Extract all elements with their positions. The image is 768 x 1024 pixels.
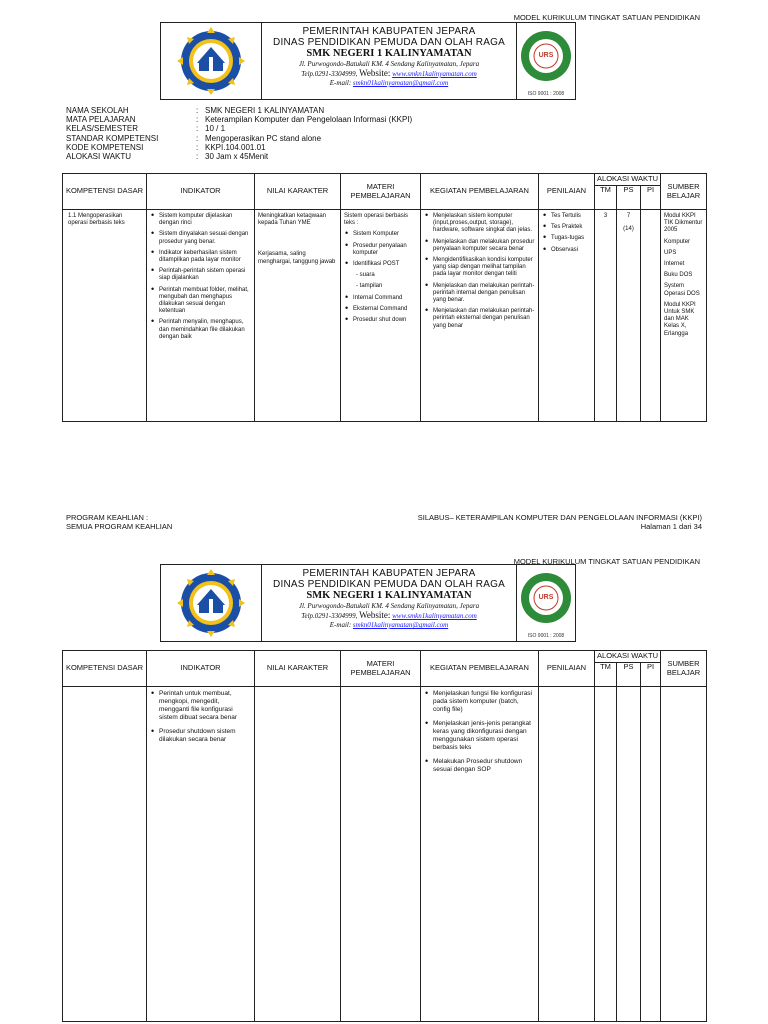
list-item: • Perintah membuat folder, melihat, mengubah dan menghapus dilakukan sesuai dengan ketentuan <box>159 287 251 316</box>
table-row <box>63 210 707 422</box>
list-item: • Perintah untuk membuat, mengkopi, mengedit, mengganti file konfigurasi sistem dibuat secara benar <box>159 690 251 722</box>
info-value: Keterampilan Komputer dan Pengelolaan Informasi (KKPI) <box>205 115 413 125</box>
iso-certificate <box>516 565 575 641</box>
list-item: • Observasi <box>551 247 591 254</box>
program-label: PROGRAM KEAHLIAN : <box>66 513 149 522</box>
letterhead <box>160 22 576 100</box>
school-address: Jl. Purwogondo-Batukali KM. 4 Sendang Kalinyamatan, Jepara <box>298 60 480 68</box>
list-item: • Tes Tertulis <box>551 213 591 220</box>
sumber-item: System Operasi DOS <box>664 283 700 297</box>
col-sumber: SUMBER BELAJAR <box>661 651 707 687</box>
list-item: • Sistem dinyalakan sesuai dengan prosedur yang benar. <box>159 231 251 245</box>
school-name: SMK NEGERI 1 KALINYAMATAN <box>306 590 472 601</box>
ps-value-2: (14) <box>623 226 634 233</box>
info-value: Mengoperasikan PC stand alone <box>205 133 322 143</box>
program-footer <box>66 513 172 531</box>
info-key: KODE KOMPETENSI <box>66 142 144 152</box>
kd-text: 1.1 Mengoperasikan operasi berbasis teks <box>68 213 125 227</box>
syllabus-table <box>62 650 707 1022</box>
sumber-item: Modul KKPI TIK Dikmentur 2005 <box>664 213 703 234</box>
pi-value <box>641 210 661 422</box>
website-label: Website: <box>359 68 391 78</box>
info-value: 30 Jam x 45Menit <box>205 151 269 161</box>
col-materi: MATERI PEMBELAJARAN <box>341 651 421 687</box>
col-kd: KOMPETENSI DASAR <box>63 651 147 687</box>
col-materi: MATERI PEMBELAJARAN <box>341 174 421 210</box>
school-logo <box>161 565 262 641</box>
list-item: • Menjelaskan dan melakukan prosedur penyalaan komputer secara benar <box>433 239 535 253</box>
list-item: • Melakukan Prosedur shutdown sesuai dengan SOP <box>433 758 535 774</box>
list-item: • Sistem komputer dijelaskan dengan rinci <box>159 213 251 227</box>
website-label: Website: <box>359 610 391 620</box>
school-name: SMK NEGERI 1 KALINYAMATAN <box>306 48 472 59</box>
list-item: • Prosedur shutdown sistem dilakukan secara benar <box>159 728 251 744</box>
page-footer <box>418 513 702 531</box>
iso-certificate <box>516 23 575 99</box>
info-key: ALOKASI WAKTU <box>66 151 132 161</box>
list-item: • Menjelaskan dan melakukan perintah-perintah internal dengan penulisan yang benar. <box>433 283 535 305</box>
model-kurikulum-label: MODEL KURIKULUM TINGKAT SATUAN PENDIDIKAN <box>513 557 700 566</box>
info-key: KELAS/SEMESTER <box>66 124 139 134</box>
page-number: Halaman 1 dari 34 <box>640 522 702 531</box>
sumber-item: Modul KKPI Untuk SMK dan MAK Kelas X, Erlangga <box>664 301 696 337</box>
email-label: E-mail: <box>329 621 352 629</box>
list-item: • Prosedur penyalaan komputer <box>353 243 417 257</box>
col-pi: PI <box>641 186 661 210</box>
col-indikator: INDIKATOR <box>147 651 255 687</box>
col-ps: PS <box>617 186 641 210</box>
info-value: SMK NEGERI 1 KALINYAMATAN <box>205 106 325 115</box>
email-label: E-mail: <box>329 79 352 87</box>
list-item: • Mengidentifikasikan kondisi komputer yang siap dengan melihat tampilan pada layar monitor dengan teliti <box>433 257 535 279</box>
info-key: NAMA SEKOLAH <box>66 106 129 115</box>
iso-label: ISO 9001 : 2008 <box>527 91 565 97</box>
list-item: • Perintah-perintah sistem operasi siap dijalankan <box>159 268 251 282</box>
cert-text: URS <box>538 594 554 601</box>
list-item: • Menjelaskan dan melakukan perintah-perintah eksternal dengan penulisan yang benar <box>433 308 535 330</box>
col-indikator: INDIKATOR <box>147 174 255 210</box>
col-alokasi: ALOKASI WAKTU <box>595 651 661 663</box>
info-value: 10 / 1 <box>205 124 226 134</box>
website-link[interactable]: www.smkn1kalinyamatan.com <box>392 612 477 620</box>
list-item: • Sistem Komputer <box>353 231 417 238</box>
materi-sub: - tampilan <box>356 283 383 290</box>
header-line2: DINAS PENDIDIKAN PEMUDA DAN OLAH RAGA <box>273 37 505 48</box>
list-item: • Perintah menyalin, menghapus, dan memindahkan file dilakukan dengan baik <box>159 319 251 341</box>
col-penilaian: PENILAIAN <box>539 174 595 210</box>
website-link[interactable]: www.smkn1kalinyamatan.com <box>392 70 477 78</box>
list-item: • Identifikasi POST <box>353 261 417 268</box>
list-item: • Tes Praktek <box>551 224 591 231</box>
col-tm: TM <box>595 186 617 210</box>
school-logo <box>161 23 262 99</box>
email-link[interactable]: smkn01kalinyamatan@gmail.com <box>352 621 449 629</box>
col-pi: PI <box>641 663 661 687</box>
nilai-text: Meningkatkan ketaqwaan kepada Tuhan YME <box>258 213 327 227</box>
col-tm: TM <box>595 663 617 687</box>
header-line1: PEMERINTAH KABUPATEN JEPARA <box>302 568 476 579</box>
list-item: • Indikator keberhasilan sistem ditampilkan pada layar monitor <box>159 250 251 264</box>
email-link[interactable]: smkn01kalinyamatan@gmail.com <box>352 79 449 87</box>
list-item: • Eksternal Command <box>353 306 417 313</box>
list-item: • Menjelaskan sistem komputer (input,proses,output, storage), hardware, software singkat dan jelas. <box>433 213 535 235</box>
col-ps: PS <box>617 663 641 687</box>
header-line1: PEMERINTAH KABUPATEN JEPARA <box>302 26 476 37</box>
list-item: • Menjelaskan fungsi file konfigurasi pada sistem komputer (batch, config file) <box>433 690 535 714</box>
list-item: • Prosedur shut down <box>353 317 417 324</box>
sumber-item: Buku DOS <box>664 272 693 279</box>
sumber-item: Komputer <box>664 238 691 245</box>
col-kegiatan: KEGIATAN PEMBELAJARAN <box>421 651 539 687</box>
program-value: SEMUA PROGRAM KEAHLIAN <box>66 522 173 531</box>
school-phone: Telp.0291-3304999, <box>301 70 358 78</box>
school-phone: Telp.0291-3304999, <box>301 612 358 620</box>
sumber-item: UPS <box>664 249 677 256</box>
iso-label: ISO 9001 : 2008 <box>527 633 565 639</box>
table-row <box>63 687 707 1022</box>
tm-value: 3 <box>595 210 617 422</box>
col-sumber: SUMBER BELAJAR <box>661 174 707 210</box>
list-item: • Menjelaskan jenis-jenis perangkat keras yang dikonfigurasi dengan menggunakan sistem operasi berbasis teks <box>433 720 535 752</box>
col-nilai: NILAI KARAKTER <box>255 174 341 210</box>
silabus-title: SILABUS– KETERAMPILAN KOMPUTER DAN PENGELOLAAN INFORMASI (KKPI) <box>417 513 702 522</box>
col-nilai: NILAI KARAKTER <box>255 651 341 687</box>
sumber-item: Internet <box>664 261 685 268</box>
col-alokasi: ALOKASI WAKTU <box>595 174 661 186</box>
info-key: STANDAR KOMPETENSI <box>66 133 159 143</box>
list-item: • Tugas-tugas <box>551 235 591 242</box>
school-address: Jl. Purwogondo-Batukali KM. 4 Sendang Kalinyamatan, Jepara <box>298 602 480 610</box>
info-value: KKPI.104.001.01 <box>205 142 266 152</box>
syllabus-table <box>62 173 707 422</box>
list-item: • Internal Command <box>353 295 417 302</box>
info-key: MATA PELAJARAN <box>66 115 136 125</box>
col-kegiatan: KEGIATAN PEMBELAJARAN <box>421 174 539 210</box>
nilai-text: Kerjasama, saling menghargai, tanggung jawab <box>258 251 336 265</box>
col-kd: KOMPETENSI DASAR <box>63 174 147 210</box>
materi-sub: - suara <box>356 272 375 279</box>
letterhead <box>160 564 576 642</box>
ps-value: 7 <box>626 213 631 219</box>
col-penilaian: PENILAIAN <box>539 651 595 687</box>
cert-text: URS <box>538 52 554 59</box>
materi-intro: Sistem operasi berbasis teks : <box>344 213 409 227</box>
header-line2: DINAS PENDIDIKAN PEMUDA DAN OLAH RAGA <box>273 579 505 590</box>
model-kurikulum-label: MODEL KURIKULUM TINGKAT SATUAN PENDIDIKAN <box>513 13 700 22</box>
